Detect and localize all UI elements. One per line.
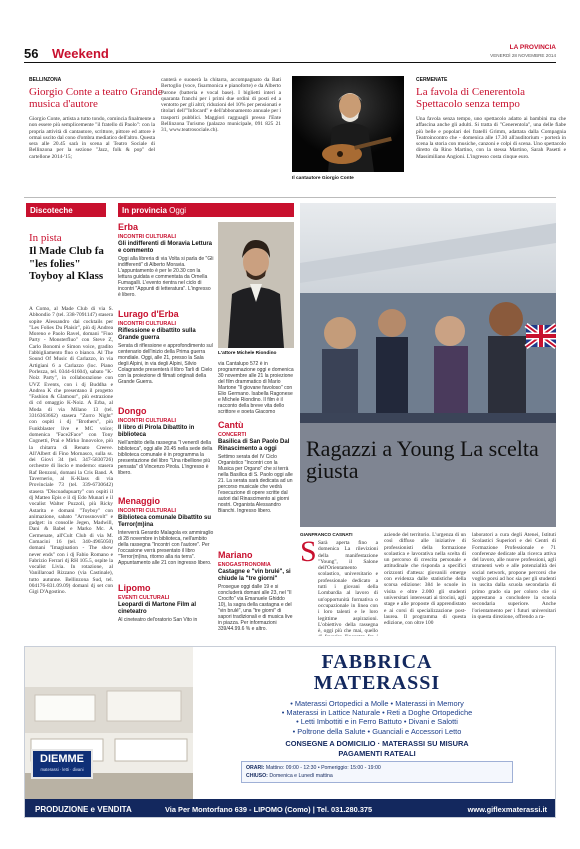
tag-dongo: INCONTRI CULTURALI bbox=[118, 418, 176, 424]
discoteche-title: Il Made Club fa "les folies" Toyboy al Klass bbox=[29, 245, 104, 282]
event-body-lurago: Serata di riflessione e approfondimento sul centenario dell'inizio della Prima guerra mondiale. Oggi, alle 21, presso la Sala degli Alpini, in via degli Alpini, Silvio Colagrande presenterà il libro Tarli di Cielo con la proiezione di filmati originali della Grande Guerra. bbox=[118, 343, 213, 385]
page-number: 56 bbox=[24, 46, 39, 61]
ad-hours-box bbox=[241, 761, 513, 783]
article-body-conte-col2: canterà e suonerà la chitarra, accompagnato da Bati Bertoglio (voce, fisarmonica e pianoforte) e da Alberto Parone (batteria e vocal base). I biglietti interi a quaranta franchi per i primi due ordini di posti ed a ventotto per gli altri; riduzioni del 10% per pensionati e titolari dell'"Infocard" e dell'abbonamento annuale per i trasporti pubblici. Maggiori ragguagli presso l'Ente Bellinzona Turismo (palazzo municipale, 091 825 21 31, www.teatrosociale.ch). bbox=[161, 77, 281, 134]
event-title-dongo: Il libro di Pirola Dibattito in biblioteca bbox=[118, 425, 195, 438]
event-body-dongo: Nell'ambito della rassegna "I venerdì della biblioteca", oggi alle 20.45 nella sede della biblioteca comunale è in programma la presentazione del libro "Una ribellione più pensata" di Vincenzo Pirola. L'ingresso è libero. bbox=[118, 440, 213, 476]
feature-drop-cap: S bbox=[300, 535, 317, 568]
ad-footer bbox=[25, 799, 556, 818]
advertisement bbox=[24, 646, 556, 818]
discoteche-body: A Como, al Made Club di via S. Abbondio 7 (tel. 338-7091147) stasera sopite Alessandro dai cocktails per "Les Folies Du Plaisir", più dj Andrea Moreno e Paolo Ravel, domani "Fiuo Party - Monsterfluo" con Steve Z, Carlo Bonomi e Simon voice, gradito l'abbigliamento fluo o bianco. Al The Sound Of Music di Carlazzo, in via Artigiani 6 a Carlazzo (loc. Piano Porlezza, tel. 0344-61604), sabato "K-Noiz Party", in collaborazione con UVZ Events, con i dj Buddha e Andrea K che presentano il progetto "Fashion & Glamour", più estrazione di cd omaggio K-Noiz. A Erba, al Moda di via Milano 13 (tel. 3316363662) stasera "Zorro Night" con ospiti i dj "Brothers", più Funkblaster live e MC voice; domenica "Face2Face" con Tony Cognetti, Prai e Mirko Innovolce, più la chitarra di Renato Creeve. All'Albert di Fino Mornasco, sulla ss. dei Giovi 34 (tel. 347-5830726) orchestre di liscio e moderno: stasera Raf Benzoni, domani la Cris Band. A Tavernerio, al K-Klass di via Provinciale 73 (tel. 339-6730642) stasera "Discoadupuarty" con ospiti il dj Matteo Epis e il dj Edo Munari e il vocalist Walter Puzzoli, più Ricky Astarita e domani "Toyboy" con animazione, sabato "Arrossnovolt" e gadget: in consolle Jegen, Madwill, Dani & Babel e Marko Mc. A Cermenate, all'Cult Club di via M. Comacini 16 (tel. 340-4965050) domani "Imagination - The show never ends" con i dj Fabio Romano e Fabrizio Ferrari dj RH 105.5, ospite la vocalist Livia. In rotazione, al Vanillaroad Rizzano (via Castinale), tutto autunne. Bellinzona Sud, tel. 004176-831.09.09) domani dj set con Gigi D'Agostino. bbox=[29, 306, 113, 596]
city-menaggio: Menaggio bbox=[118, 496, 160, 506]
tag-menaggio: INCONTRI CULTURALI bbox=[118, 508, 176, 514]
feature-body-col3: laboratori a cura degli Atenei, Istituti Scolastici Superiori e dei Centri di Formazione Professionale e 71 conferenze dedicate alla ricerca attiva del lavoro, alle nuove professioni, agli strumenti web e alle potenzialità dei social network, propone percorsi che voglio porsi ad hoc sia per gli studenti in uscita dalla scuola secondaria di primo grado sia per coloro che si apprestano a concludere la scuola secondaria superiore. Anche l'orientamento per i futuri universitari in questa direzione, offrendo a ra- bbox=[472, 532, 556, 620]
tag-erba: INCONTRI CULTURALI bbox=[118, 234, 176, 240]
city-lurago: Lurago d'Erba bbox=[118, 309, 179, 319]
ad-closed-label: CHIUSO: bbox=[246, 773, 268, 779]
ad-closed-value: Domenica e Lunedì mattina bbox=[269, 773, 333, 779]
event-title-cantu: Basilica di San Paolo Dal Rinascimento a oggi bbox=[218, 439, 290, 452]
event-title-mariano: Castagne e "vin brulé", si chiude la "tre giorni" bbox=[218, 569, 291, 582]
article-title-conte: Giorgio Conte a teatro Grande musica d'autore bbox=[29, 86, 163, 110]
article-body-cenerentola: Una favola senza tempo, uno spettacolo adatto ai bambini ma che affascina anche gli adulti. Si tratta di "Cenerentola", una delle fiabe più belle e popolari dei fratelli Grimm, adattata dalla Compagnia Teatroincontro che - domenica alle 17.30 all'auditorium - porterà in scena la storia con musiche, canzoni e colpi di scena. Uno spettacolo diretto da Rino Martino, con la stessa Martino, Sarah Pasetti e Massimiliano Angioni. L'ingresso costa cinque euro. bbox=[416, 116, 566, 160]
feature-author: GIANFRANCO CASNATI bbox=[300, 532, 353, 537]
city-lipomo: Lipomo bbox=[118, 583, 151, 593]
photo-michele-riondino bbox=[218, 222, 294, 348]
ad-sign-name: DIEMME bbox=[40, 753, 84, 765]
event-title-lipomo: Leopardi di Martone Film al cineteatro bbox=[118, 602, 197, 615]
event-body-menaggio: Interverrà Gerardo Malagola ex ammiraglio di 28 novembre in biblioteca, nell'ambito della rassegna "Incontri con l'autore". Per l'occasione verrà presentato il libro "Terror(m)ina, ritorno alla ria terra". Appuntamento alle 21 con ingresso libero. bbox=[118, 530, 214, 566]
feature-body-col1: Sarà aperta fino a domenica La rilevizioni della manifestazione "Young", il Salone dell'Orientamento scolastico, universitario e professionale dedicato a tutti i giovani della Lombardia al lavoro di un'opportunità formativa o occupazionale in linea con i loro talenti e le loro legittime aspirazioni. L'obiettivo della rassegna è, oggi più che mai, quello bbox=[318, 540, 378, 635]
photo-caption-conte: Il cantautore Giorgio Conte bbox=[292, 176, 354, 181]
article-kicker-cermenate: CERMENATE bbox=[416, 77, 448, 83]
ad-sign bbox=[31, 749, 93, 779]
ad-brand-line1: FABBRICA bbox=[321, 651, 433, 673]
ad-bullet: • Poltrone della Salute • Guanciali e Accessori Letto bbox=[292, 726, 462, 736]
ad-closed-row bbox=[246, 772, 508, 780]
in-provincia-title: In provincia bbox=[122, 206, 167, 215]
header-rule bbox=[24, 62, 556, 63]
ad-payments: PAGAMENTI RATEALI bbox=[338, 749, 416, 758]
city-erba: Erba bbox=[118, 222, 139, 232]
ad-bullet: • Materassi Ortopedici a Molle • Materassi in Memory bbox=[290, 699, 464, 708]
discoteche-kicker: In pista bbox=[29, 232, 62, 244]
tag-cantu: CONCERTI bbox=[218, 432, 247, 438]
feature-title: Ragazzi a Young La scelta giusta bbox=[306, 436, 539, 483]
city-mariano: Mariano bbox=[218, 550, 253, 560]
article-title-cenerentola: La favola di Cenerentola Spettacolo senza tempo bbox=[416, 86, 526, 110]
city-cantu: Cantù bbox=[218, 420, 244, 430]
ad-footer-production: PRODUZIONE e VENDITA bbox=[35, 804, 132, 814]
event-body-lipomo-continued: via Cantalupo 572 è in programmazione oggi e domenica 30 novembre alle 21 la proiezione del film drammatico di Mario Martone "Il giovane favoloso" con Elio Germano. Isabella Ragonese e Michele Riondino. Il film è il racconto della breve vita dello scrittore e poeta Giacomo bbox=[218, 361, 294, 413]
event-body-lipomo: Al cineteatro del'oratorio San Vito in bbox=[118, 617, 198, 623]
tag-lipomo: EVENTI CULTURALI bbox=[118, 595, 170, 601]
ad-bullet: • Materassi in Lattice Naturale • Reti a Doghe Ortopediche bbox=[281, 708, 473, 718]
newspaper-name: LA PROVINCIA bbox=[509, 44, 556, 51]
section-title: Weekend bbox=[52, 46, 109, 61]
top-divider bbox=[24, 197, 556, 198]
article-body-conte-col1: Giorgio Conte, artista a tutto tondo, comincia finalmente a non essere più semplicemente "il fratello di Paolo": con la propria attività di cantautore, scrittore, pittore ed attore è ormai uscito dal cono d'ombra mediatico dell'altro. Questa sera alle 20.45 sarà in scena al Teatro Sociale di Bellinzona per la sezione "Jazz, folk & pop" del cartellone 2014-'15; bbox=[29, 116, 155, 160]
ad-hours-row bbox=[246, 764, 508, 772]
ad-delivery: CONSEGNE A DOMICILIO · MATERASSI SU MISURA bbox=[285, 739, 469, 748]
event-body-erba: Oggi alla libreria di via Volta si parla de "Gli indifferenti" di Alberto Moravia. L'appuntamento è per le 20.30 con la lettura guidata e commentata da Ornella Fumagalli. L'evento rientra nel ciclo di incontri "Appunti di letteratura". L'ingresso è libero. bbox=[118, 256, 214, 298]
event-title-menaggio: Biblioteca comunale Dibattito su Terror(m)ina bbox=[118, 515, 212, 528]
ad-footer-website: www.giflexmaterassi.it bbox=[467, 804, 547, 814]
ad-footer-address: Via Per Montorfano 639 - LIPOMO (Como) | Tel. 031.280.375 bbox=[165, 804, 373, 814]
tag-lurago: INCONTRI CULTURALI bbox=[118, 321, 176, 327]
city-dongo: Dongo bbox=[118, 406, 147, 416]
feature-body-col2: aziende del territorio. L'urgenza di un così diffuso alle iniziative di professionisti della formazione scolastica e lavorativa nella scelta di un percorso di crescita personale e attitudinale che risponda a specifici orizzonti d'attesa: giovanili emerge con evidenza dalle statistiche della scorsa edizione: 384 le scuole in visita e oltre 2.000 gli studenti universitari interessati ai tirocini, agli stage e alle proposte di apprendistato e ai corsi di specializzazione post-laurea. Il programma di questa edizione, con oltre 100 bbox=[384, 532, 466, 627]
issue-date: VENERDÌ 28 NOVEMBRE 2014 bbox=[490, 53, 556, 58]
photo-caption-riondino: L'attore Michele Riondino bbox=[218, 351, 277, 356]
section-bar-discoteche: Discoteche bbox=[26, 203, 106, 217]
section-bar-in-provincia bbox=[118, 203, 294, 217]
in-provincia-sub: Oggi bbox=[169, 206, 187, 215]
event-title-erba: Gli indifferenti di Moravia Lettura e commento bbox=[118, 241, 213, 254]
article-kicker-bellinzona: BELLINZONA bbox=[29, 77, 62, 83]
event-body-mariano: Prosegue oggi dalle 19 e si concluderà domani alle 23, nel "Il Crocifo" via Emanuele Ghiddo 10), la sagra della castagna e del "vin brulé", una "tre giorni" di sapori tradizionali e di musica live in piazza. Per informazioni 339/44.99.6 % e altro. bbox=[218, 584, 293, 632]
ad-bullet: • Letti Imbottiti e in Ferro Battuto • Divani e Salotti bbox=[296, 717, 458, 727]
ad-sign-subtitle: materassi · letti · divani bbox=[40, 767, 84, 772]
ad-hours-label: ORARI: bbox=[246, 765, 265, 771]
event-body-cantu: Settimo serata del IV Ciclo Organistico "Incontri con la Musica per Organo" che si terrà nella Basilica di S. Paolo oggi alle 21. La serata sarà dedicata ad un percorso musicale che vedrà l'esecuzione di opere scritte dal autori dal Rinascimento ai giorni nostri. Organista Alessandro Bianchi. Ingresso libero. bbox=[218, 454, 293, 514]
ad-bullet-list bbox=[201, 699, 553, 736]
ad-brand-line2: MATERASSI bbox=[313, 672, 441, 694]
photo-giorgio-conte bbox=[292, 76, 404, 172]
event-title-lurago: Riflessione e dibattito sulla Grande guerra bbox=[118, 328, 196, 341]
tag-mariano: ENOGASTRONOMIA bbox=[218, 562, 271, 568]
ad-hours-value: Mattino: 09:00 - 12:30 • Pomeriggio: 15:00 - 19:00 bbox=[265, 765, 381, 771]
